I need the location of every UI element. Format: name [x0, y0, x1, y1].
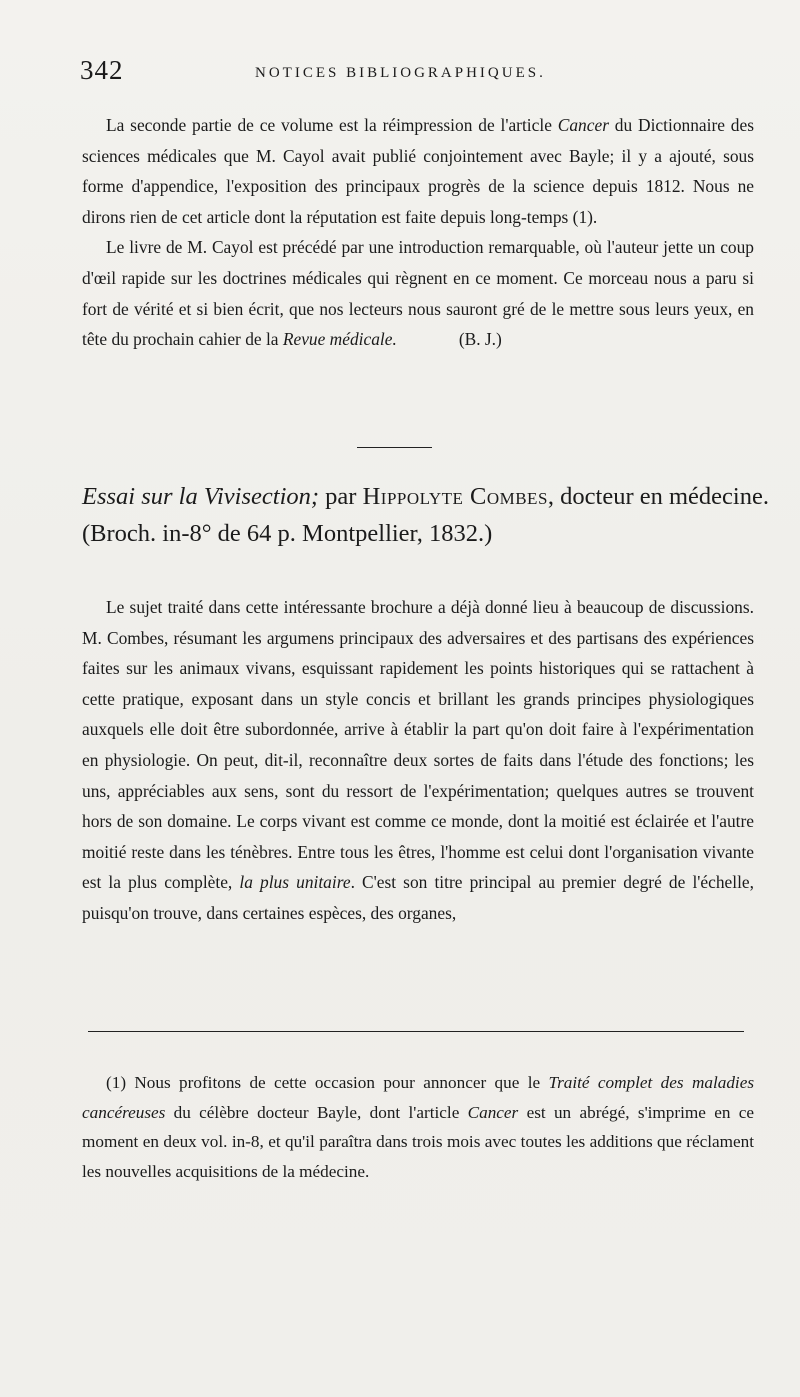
italic-revue-medicale: Revue médicale. — [282, 329, 397, 350]
text-run: Le sujet traité dans cette intéressante brochure a déjà donné lieu à beaucoup de discussions. M. Combes, résumant les argumens principaux des adversaires et des partisans des expériences faites sur les animaux vivans, esquissant rapidement les points historiques qui se rattachent à cette pratique, exposant dans un style concis et brillant les grands principes physiologiques auxquels elle doit être subordonnée, arrive à établir la part qu'on doit faire à l'expérimentation en physiologie. On peut, dit-il, reconnaître deux sortes de faits dans l'étude des fonctions; les uns, appréciables aux sens, sont du ressort de l'expérimentation; quelques autres se trouvent hors de son domaine. Le corps vivant est comme ce monde, dont la moitié est éclairée et l'autre moitié reste dans les ténèbres. Entre tous les êtres, l'homme est celui dont l'organisation vivante est la plus complète, — [82, 597, 754, 893]
signature: (B. J.) — [458, 329, 502, 350]
title-rest: , docteur en médecine. (Broch. in-8° de 64 p. Montpellier, 1832.) — [82, 483, 769, 547]
title-author: Hippolyte Combes — [362, 483, 548, 510]
review-vivisection — [82, 592, 754, 929]
text-run: La seconde partie de ce volume est la réimpression de l'article — [106, 115, 558, 135]
section-divider — [357, 447, 432, 448]
footnote-paragraph — [82, 1068, 754, 1186]
running-head: NOTICES BIBLIOGRAPHIQUES. — [255, 65, 546, 81]
title-italic: Essai sur la Vivisection; — [82, 483, 320, 510]
paragraph — [82, 110, 754, 232]
text-run: du Dictionnaire des sciences médicales que M. Cayol avait publié conjointement avec Bayle; il y a ajouté, sous forme d'appendice, l'exposition des principaux progrès de la science depuis 1812. Nous ne dirons rien de cet article dont la réputation est faite depuis long-temps (1). — [82, 115, 754, 227]
italic-cancer: Cancer — [557, 115, 609, 135]
title-par: par — [319, 483, 363, 510]
paragraph — [82, 232, 754, 354]
section-title — [82, 478, 772, 552]
italic-unitaire: la plus unitaire — [239, 872, 351, 893]
footnote — [82, 1068, 754, 1186]
text-run: Le livre de M. Cayol est précédé par une introduction remarquable, où l'auteur jette un coup d'œil rapide sur les doctrines médicales qui règnent en ce moment. Ce morceau nous a paru si fort de vérité et si bien écrit, que nos lecteurs nous sauront gré de le mettre sous leurs yeux, en tête du prochain cahier de la — [82, 237, 754, 350]
page-number: 342 — [80, 55, 124, 85]
paragraph — [82, 592, 754, 929]
text-run: du célèbre docteur Bayle, dont l'article — [165, 1102, 468, 1122]
italic-cancer: Cancer — [467, 1102, 519, 1122]
text-run: (1) Nous profitons de cette occasion pour annoncer que le — [106, 1073, 549, 1092]
review-cayol — [82, 110, 754, 355]
text-run: . C'est son titre principal au premier degré de l'échelle, puisqu'on trouve, dans certaines espèces, des organes, — [82, 872, 754, 923]
text-run: est un abrégé, s'imprime en ce moment en deux vol. in-8, et qu'il paraîtra dans trois mois avec toutes les additions que réclament les nouvelles acquisitions de la médecine. — [82, 1102, 754, 1181]
page-header — [80, 55, 760, 95]
footnote-divider — [88, 1031, 744, 1032]
italic-traite: Traité complet des maladies cancéreuses — [82, 1073, 755, 1122]
